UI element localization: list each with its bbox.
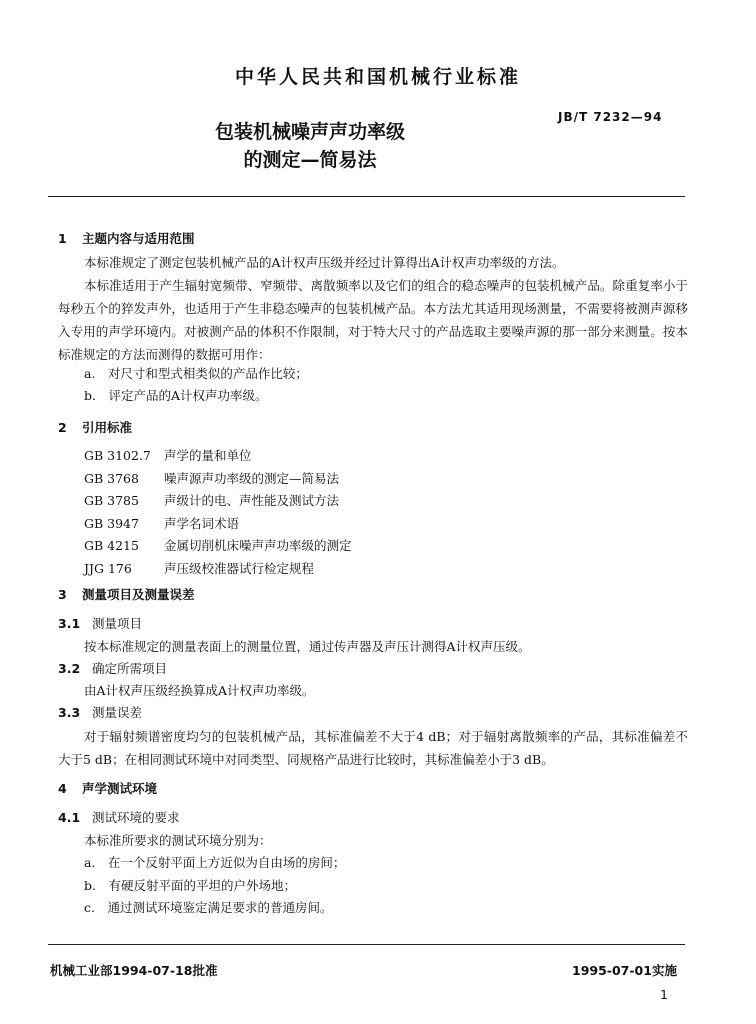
standard-code: JB/T 7232—94 <box>558 110 663 124</box>
reference-code: GB 3768 <box>84 470 139 486</box>
document-title <box>170 118 450 174</box>
reference-name: 声学名词术语 <box>164 515 240 531</box>
reference-code: GB 3947 <box>84 515 139 531</box>
subsection-4-1-number: 4.1 <box>58 810 81 825</box>
subsection-3-1-number: 3.1 <box>58 616 81 631</box>
section-2-title: 引用标准 <box>82 420 133 435</box>
subsection-3-3-title: 测量误差 <box>92 705 143 720</box>
section-4-heading <box>58 779 157 797</box>
reference-item <box>84 514 352 537</box>
section-3-title: 测量项目及测量误差 <box>82 587 195 602</box>
reference-code: GB 4215 <box>84 538 139 553</box>
subsection-3-1-title: 测量项目 <box>92 616 143 631</box>
reference-item <box>84 536 352 559</box>
section-1-number: 1 <box>58 231 67 246</box>
subsection-4-1-heading <box>58 808 180 826</box>
section-1-heading <box>58 229 195 247</box>
subsection-3-2-text: 由A计权声压级经换算成A计权声功率级。 <box>84 683 315 698</box>
subsection-3-3-number: 3.3 <box>58 705 81 720</box>
subsection-3-1-text: 按本标准规定的测量表面上的测量位置，通过传声器及声压计测得A计权声压级。 <box>84 639 531 654</box>
section-4-item-b: b. 有硬反射平面的平坦的户外场地； <box>84 878 296 893</box>
section-1-title: 主题内容与适用范围 <box>82 231 195 246</box>
org-title: 中华人民共和国机械行业标准 <box>234 66 521 88</box>
reference-code: GB 3785 <box>84 493 139 508</box>
reference-list <box>84 446 352 581</box>
subsection-4-1-intro: 本标准所要求的测试环境分别为： <box>84 833 272 848</box>
subsection-3-2-title: 确定所需项目 <box>92 661 168 676</box>
reference-item <box>84 491 352 514</box>
subsection-3-1-heading <box>58 614 142 632</box>
section-3-heading <box>58 585 195 603</box>
subsection-3-2-heading <box>58 659 167 677</box>
section-1-item-a: a. 对尺寸和型式相类似的产品作比较； <box>84 366 308 381</box>
reference-code: JJG 176 <box>84 560 132 576</box>
section-3-number: 3 <box>58 587 67 602</box>
section-2-heading <box>58 418 132 436</box>
reference-name: 声学的量和单位 <box>164 448 252 463</box>
section-4-item-c: c. 通过测试环境鉴定满足要求的普通房间。 <box>84 900 333 915</box>
reference-item <box>84 469 352 492</box>
title-line-2: 的测定—简易法 <box>243 149 377 171</box>
section-2-number: 2 <box>58 420 67 435</box>
bottom-divider <box>48 944 685 945</box>
effective-date: 1995-07-01实施 <box>572 963 677 978</box>
reference-item <box>84 446 352 469</box>
subsection-4-1-title: 测试环境的要求 <box>92 810 180 825</box>
reference-code: GB 3102.7 <box>84 448 151 463</box>
reference-name: 声压级校准器试行检定规程 <box>164 560 315 576</box>
section-4-number: 4 <box>58 781 67 796</box>
subsection-3-3-heading <box>58 703 142 721</box>
section-1-item-b: b. 评定产品的A计权声功率级。 <box>84 388 268 403</box>
approval-date: 机械工业部1994-07-18批准 <box>50 963 218 978</box>
title-line-1: 包装机械噪声声功率级 <box>214 121 405 143</box>
section-4-title: 声学测试环境 <box>82 781 158 796</box>
subsection-3-2-number: 3.2 <box>58 661 81 676</box>
page-number: 1 <box>660 987 668 1002</box>
reference-name: 噪声源声功率级的测定—简易法 <box>164 470 340 486</box>
reference-name: 声级计的电、声性能及测试方法 <box>164 493 340 508</box>
reference-name: 金属切削机床噪声声功率级的测定 <box>164 538 352 553</box>
section-1-paragraph-1: 本标准规定了测定包装机械产品的A计权声压级并经过计算得出A计权声功率级的方法。 <box>84 255 565 270</box>
subsection-3-3-text: 对于辐射频谱密度均匀的包装机械产品，其标准偏差不大于4 dB；对于辐射离散频率的产品，其标准偏差不大于5 dB；在相同测试环境中对同类型、同规格产品进行比较时，其标准偏差小于3 dB。 <box>58 729 688 767</box>
top-divider <box>48 196 685 197</box>
section-1-paragraph-2: 本标准适用于产生辐射宽频带、窄频带、离散频率以及它们的组合的稳态噪声的包装机械产品。除重复率小于每秒五个的猝发声外，也适用于产生非稳态噪声的包装机械产品。本方法尤其适用现场测量，不需要将被测声源移入专用的声学环境内。对被测产品的体积不作限制，对于特大尺寸的产品选取主要噪声源的那一部分来测量。按本标准规定的方法而测得的数据可用作： <box>58 278 688 362</box>
reference-item <box>84 559 352 582</box>
section-4-item-a: a. 在一个反射平面上方近似为自由场的房间； <box>84 855 346 870</box>
